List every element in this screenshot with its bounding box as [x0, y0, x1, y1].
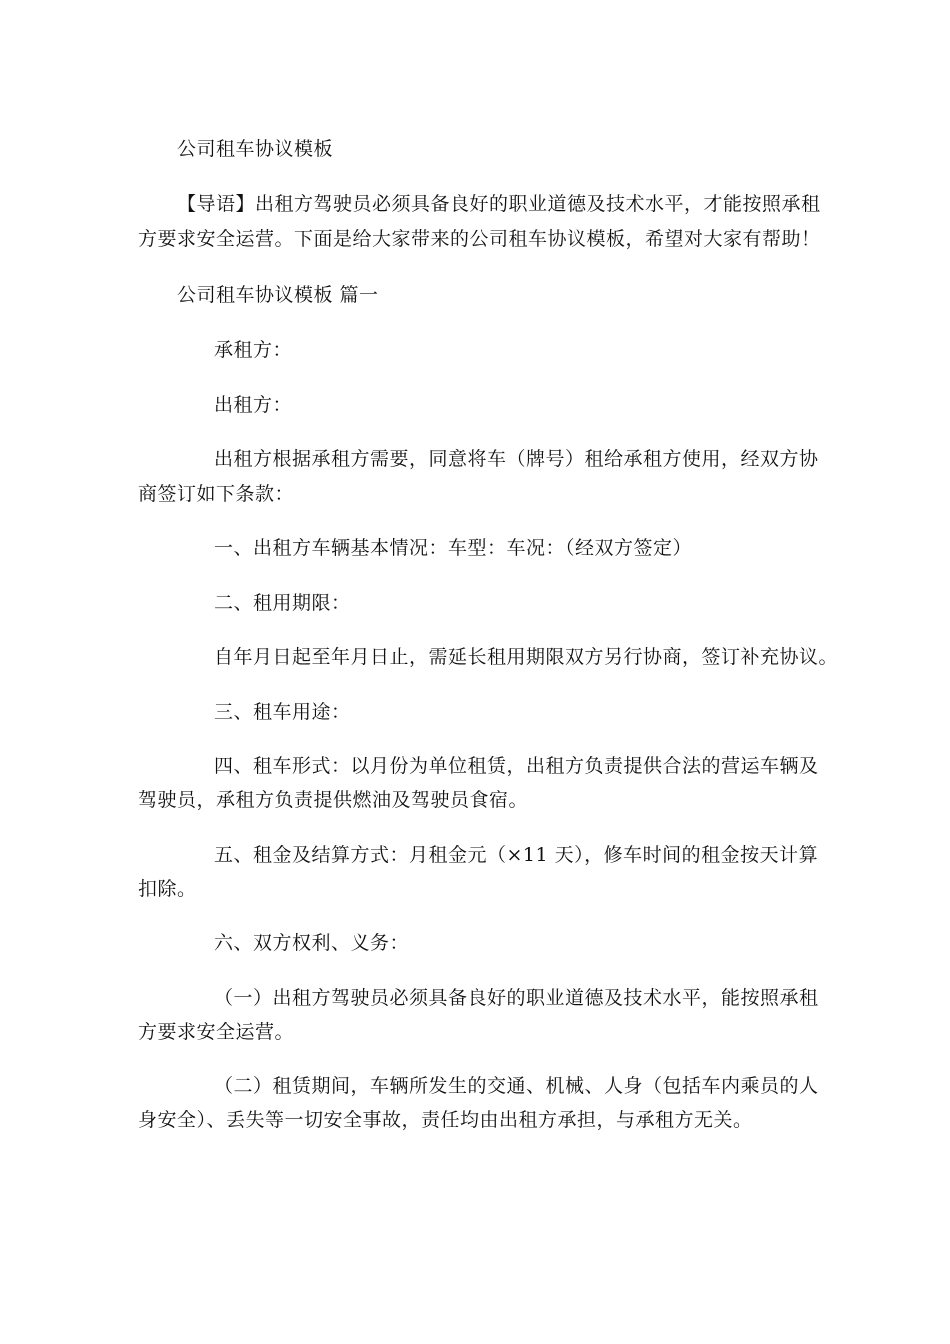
preamble-line-1: 出租方根据承租方需要，同意将车（牌号）租给承租方使用，经双方协 — [214, 448, 819, 470]
clause-4-line-2: 驾驶员，承租方负责提供燃油及驾驶员食宿。 — [138, 789, 529, 811]
intro-line-2: 方要求安全运营。下面是给大家带来的公司租车协议模板，希望对大家有帮助！ — [138, 228, 821, 250]
clause-1: 一、出租方车辆基本情况：车型：车况：（经双方签定） — [214, 537, 693, 559]
clause-2: 二、租用期限： — [214, 592, 351, 614]
section-title: 公司租车协议模板 篇一 — [177, 284, 379, 306]
clause-5-line-2: 扣除。 — [138, 878, 197, 900]
clause-6: 六、双方权利、义务： — [214, 932, 410, 954]
document-title: 公司租车协议模板 — [177, 138, 334, 160]
intro-line-1: 【导语】出租方驾驶员必须具备良好的职业道德及技术水平，才能按照承租 — [177, 193, 821, 215]
preamble-line-2: 商签订如下条款： — [138, 483, 295, 505]
clause-3: 三、租车用途： — [214, 701, 351, 723]
lessor-label: 出租方： — [214, 394, 293, 416]
item-2-line-2: 身安全）、丢失等一切安全事故，责任均由出租方承担，与承租方无关。 — [138, 1109, 753, 1131]
lessee-label: 承租方： — [214, 339, 293, 361]
clause-2-detail: 自年月日起至年月日止，需延长租用期限双方另行协商，签订补充协议。 — [214, 646, 839, 668]
item-1-line-1: （一）出租方驾驶员必须具备良好的职业道德及技术水平，能按照承租 — [214, 987, 819, 1009]
item-2-line-1: （二）租赁期间，车辆所发生的交通、机械、人身（包括车内乘员的人 — [214, 1075, 819, 1097]
item-1-line-2: 方要求安全运营。 — [138, 1021, 295, 1043]
clause-4-line-1: 四、租车形式：以月份为单位租赁，出租方负责提供合法的营运车辆及 — [214, 755, 819, 777]
clause-5-line-1: 五、租金及结算方式：月租金元（×11 天），修车时间的租金按天计算 — [214, 844, 819, 866]
